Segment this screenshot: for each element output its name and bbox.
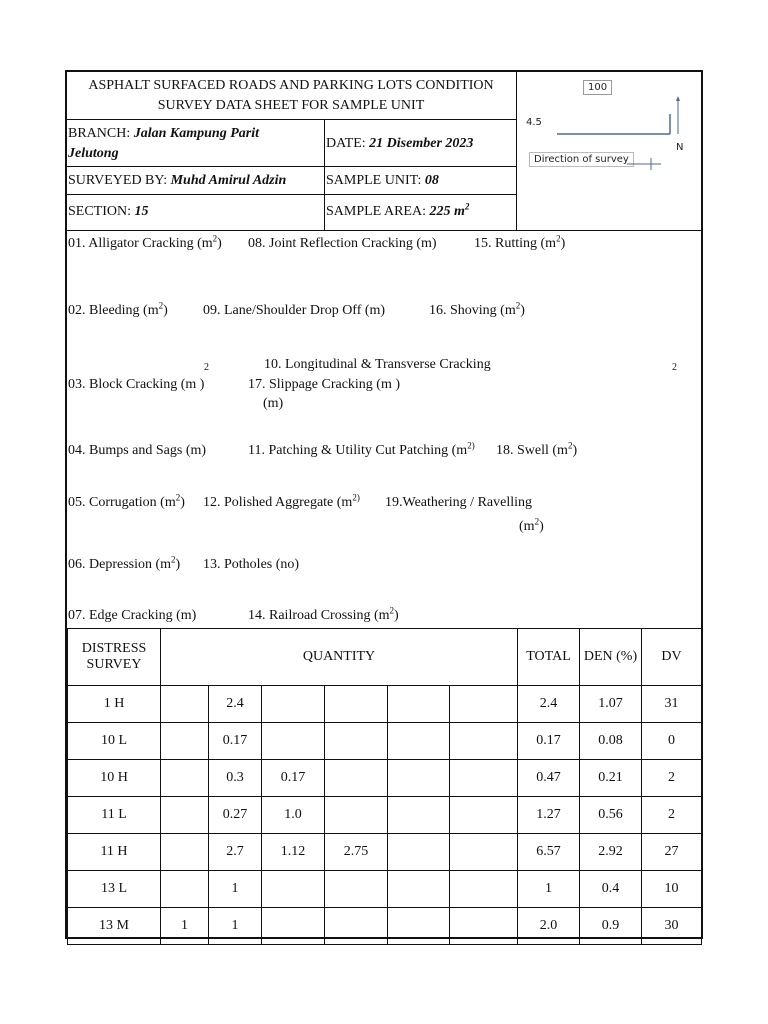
quantity-cell	[388, 834, 450, 871]
quantity-cell	[325, 908, 388, 945]
distress-11: 11. Patching & Utility Cut Patching ($m^{2)}$	[248, 440, 475, 458]
dv-cell: 10	[642, 871, 702, 908]
density-cell: 0.21	[580, 760, 642, 797]
distress-03: 03. Block Cracking (m )	[68, 377, 205, 392]
quantity-cell	[262, 723, 325, 760]
branch-field	[68, 126, 259, 142]
quantity-cell: 1	[209, 908, 262, 945]
quantity-cell	[161, 871, 209, 908]
distress-18: 18. Swell $(m^2)$	[496, 440, 578, 458]
density-cell: 0.9	[580, 908, 642, 945]
distress-code-cell: 11 H	[68, 834, 161, 871]
table-row	[68, 871, 702, 908]
sample-area-label: SAMPLE AREA:	[326, 204, 426, 219]
distress-19-line2: $(m^2)$	[519, 516, 544, 534]
quantity-cell	[161, 723, 209, 760]
quantity-cell	[450, 908, 518, 945]
quantity-cell	[325, 797, 388, 834]
table-row	[68, 797, 702, 834]
stray-superscript-b: 2	[672, 362, 677, 373]
quantity-cell: 1.12	[262, 834, 325, 871]
total-header: TOTAL	[518, 629, 580, 686]
distress-04: 04. Bumps and Sags (m)	[68, 443, 207, 458]
distress-12: 12. Polished Aggregate ($m^{2)}$	[203, 492, 360, 510]
table-row	[68, 760, 702, 797]
surveyed-by-label: SURVEYED BY:	[68, 173, 168, 188]
quantity-cell: 0.17	[209, 723, 262, 760]
unit-outline-icon	[547, 94, 687, 142]
table-header-row	[68, 629, 702, 686]
header-rule-1	[67, 119, 516, 120]
quantity-header: QUANTITY	[161, 629, 518, 686]
total-cell: 2.0	[518, 908, 580, 945]
length-label: 100	[583, 80, 612, 95]
quantity-cell	[325, 723, 388, 760]
header-rule-2	[67, 166, 516, 167]
quantity-cell	[450, 760, 518, 797]
stray-superscript-a: 2	[204, 362, 209, 373]
quantity-cell	[388, 797, 450, 834]
surveyed-by-value: Muhd Amirul Adzin	[170, 173, 287, 188]
density-cell: 1.07	[580, 686, 642, 723]
dv-cell: 27	[642, 834, 702, 871]
quantity-cell	[388, 723, 450, 760]
distress-10-line1: 10. Longitudinal & Transverse Cracking	[264, 357, 491, 372]
sample-area-field	[326, 201, 470, 220]
sample-area-value: 225 m	[429, 204, 465, 219]
quantity-cell: 2.4	[209, 686, 262, 723]
distress-09: 09. Lane/Shoulder Drop Off (m)	[203, 303, 386, 318]
branch-value-line2: Jelutong	[68, 146, 119, 161]
survey-data-sheet	[65, 70, 703, 939]
table-row	[68, 908, 702, 945]
quantity-cell	[262, 908, 325, 945]
quantity-cell: 1.0	[262, 797, 325, 834]
dv-cell: 30	[642, 908, 702, 945]
quantity-cell	[388, 760, 450, 797]
density-cell: 2.92	[580, 834, 642, 871]
total-cell: 6.57	[518, 834, 580, 871]
total-cell: 1.27	[518, 797, 580, 834]
distress-19-line1: 19.Weathering / Ravelling	[385, 495, 532, 510]
distress-code-cell: 10 H	[68, 760, 161, 797]
quantity-cell	[161, 760, 209, 797]
sample-unit-field	[326, 173, 439, 189]
density-cell: 0.4	[580, 871, 642, 908]
quantity-cell: 2.75	[325, 834, 388, 871]
quantity-cell	[325, 686, 388, 723]
quantity-cell: 0.27	[209, 797, 262, 834]
branch-value-line1: Jalan Kampung Parit	[133, 126, 259, 141]
distress-code-cell: 13 M	[68, 908, 161, 945]
distress-quantity-table	[67, 628, 702, 945]
quantity-cell	[161, 834, 209, 871]
dv-cell: 0	[642, 723, 702, 760]
surveyed-by-field	[68, 173, 286, 189]
distress-14: 14. Railroad Crossing $(m^2)$	[248, 605, 399, 623]
quantity-cell: 1	[161, 908, 209, 945]
sample-unit-value: 08	[424, 173, 439, 188]
quantity-cell: 1	[209, 871, 262, 908]
distress-17: 17. Slippage Cracking (m )	[248, 377, 401, 392]
distress-survey-header: DISTRESS SURVEY	[68, 629, 161, 686]
quantity-cell	[325, 871, 388, 908]
dv-cell: 31	[642, 686, 702, 723]
distress-13: 13. Potholes (no)	[203, 557, 300, 572]
distress-code-cell: 11 L	[68, 797, 161, 834]
quantity-cell	[450, 686, 518, 723]
quantity-cell	[450, 871, 518, 908]
total-cell: 1	[518, 871, 580, 908]
quantity-cell: 0.3	[209, 760, 262, 797]
dv-cell: 2	[642, 797, 702, 834]
north-label: N	[676, 142, 684, 153]
section-field	[68, 204, 149, 220]
date-field	[326, 136, 473, 152]
section-value: 15	[134, 204, 149, 219]
density-cell: 0.08	[580, 723, 642, 760]
sample-area-sup: 2	[464, 201, 470, 212]
sample-unit-label: SAMPLE UNIT:	[326, 173, 422, 188]
distress-06: 06. Depression $(m^2)$	[68, 554, 181, 572]
table-row	[68, 723, 702, 760]
quantity-cell	[450, 834, 518, 871]
dv-header: DV	[642, 629, 702, 686]
distress-code-cell: 10 L	[68, 723, 161, 760]
quantity-cell	[262, 871, 325, 908]
date-label: DATE:	[326, 136, 366, 151]
direction-arrow-icon	[627, 158, 663, 170]
quantity-cell: 0.17	[262, 760, 325, 797]
header-rule-3	[67, 194, 516, 195]
total-cell: 2.4	[518, 686, 580, 723]
quantity-cell	[388, 908, 450, 945]
quantity-cell	[388, 871, 450, 908]
quantity-cell	[388, 686, 450, 723]
quantity-cell	[161, 797, 209, 834]
header-mid-divider	[324, 119, 325, 230]
distress-02: 02. Bleeding $(m^2)$	[68, 300, 168, 318]
section-label: SECTION:	[68, 204, 131, 219]
header-divider-right	[516, 72, 517, 230]
distress-code-cell: 13 L	[68, 871, 161, 908]
branch-label: BRANCH:	[68, 126, 131, 141]
quantity-cell	[161, 686, 209, 723]
distress-05: 05. Corrugation $(m^2)$	[68, 492, 185, 510]
sheet-title-line2: SURVEY DATA SHEET FOR SAMPLE UNIT	[157, 98, 425, 113]
width-label: 4.5	[526, 117, 542, 128]
direction-label: Direction of survey	[529, 152, 634, 167]
table-row	[68, 686, 702, 723]
density-header: DEN (%)	[580, 629, 642, 686]
table-row	[68, 834, 702, 871]
distress-08: 08. Joint Reflection Cracking (m)	[248, 236, 437, 251]
quantity-cell: 2.7	[209, 834, 262, 871]
distress-01: 01. Alligator Cracking $(m^2)$	[68, 233, 222, 251]
distress-15: 15. Rutting $(m^2)$	[474, 233, 566, 251]
distress-code-cell: 1 H	[68, 686, 161, 723]
density-cell: 0.56	[580, 797, 642, 834]
quantity-cell	[262, 686, 325, 723]
total-cell: 0.47	[518, 760, 580, 797]
quantity-cell	[450, 723, 518, 760]
distress-07: 07. Edge Cracking (m)	[68, 608, 197, 623]
distress-16: 16. Shoving $(m^2)$	[429, 300, 525, 318]
date-value: 21 Disember 2023	[369, 136, 474, 151]
quantity-cell	[450, 797, 518, 834]
sheet-title-line1: ASPHALT SURFACED ROADS AND PARKING LOTS CONDITION	[88, 78, 494, 93]
distress-10-line2: (m)	[263, 396, 284, 411]
total-cell: 0.17	[518, 723, 580, 760]
header-rule-4	[67, 230, 701, 231]
dv-cell: 2	[642, 760, 702, 797]
quantity-cell	[325, 760, 388, 797]
